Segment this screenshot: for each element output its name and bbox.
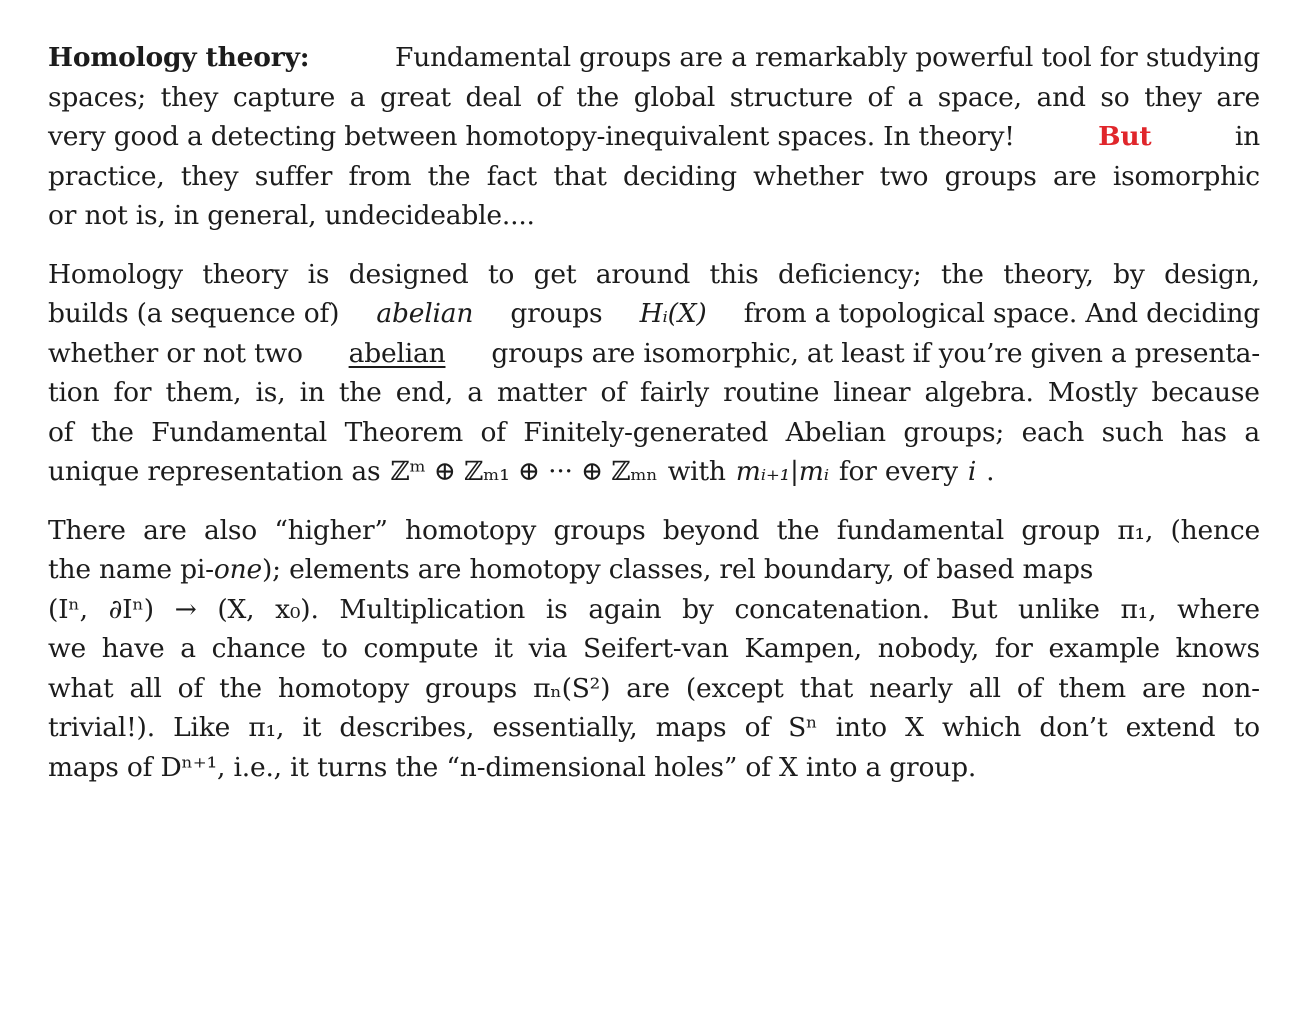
word: a: [1244, 416, 1260, 448]
word: they: [1144, 81, 1202, 113]
word: groups: [553, 514, 646, 546]
word: ∂Iⁿ): [108, 593, 154, 625]
word: via: [528, 633, 568, 664]
word: example: [1048, 633, 1160, 664]
text-line: [48, 78, 1260, 118]
word: the: [219, 672, 262, 704]
word: deficiency;: [777, 258, 922, 290]
word: π₁,: [1120, 593, 1157, 625]
word: unlike: [1018, 593, 1100, 625]
word: “higher”: [274, 514, 388, 546]
word: are: [143, 514, 187, 546]
section-heading: Homology theory:: [48, 42, 310, 73]
text-line: [48, 452, 1260, 492]
word: from: [348, 160, 412, 192]
word: of: [600, 377, 626, 408]
word: Theorem: [344, 416, 464, 448]
text-span: ); elements are homotopy classes, rel boundary, of based maps: [262, 554, 1094, 585]
word: deciding: [623, 160, 737, 192]
word: of: [867, 81, 893, 113]
word: Like: [173, 712, 231, 743]
word: extend: [1125, 712, 1216, 743]
word: is: [307, 258, 330, 290]
word: π₁,: [1117, 514, 1154, 546]
text-line: [48, 708, 1260, 748]
word: theory: [202, 258, 289, 290]
text-line: maps of Dⁿ⁺¹, i.e., it turns the “n-dimensional holes” of X into a group.: [48, 751, 977, 783]
text-span: very good a detecting between homotopy-inequivalent spaces. In theory!: [48, 121, 1015, 152]
word: a: [349, 81, 366, 113]
word: theory,: [1003, 258, 1094, 290]
word: designed: [348, 258, 469, 290]
word: of: [744, 712, 770, 743]
word: that: [553, 160, 607, 192]
word: that: [799, 672, 854, 704]
word: fact: [486, 160, 538, 192]
word: deal: [465, 81, 522, 113]
word: concatenation.: [734, 593, 930, 625]
word: global: [633, 81, 716, 113]
paragraph-homology-intro: [48, 38, 1260, 236]
word: it: [302, 712, 322, 743]
word: compute: [363, 633, 479, 664]
word: capture: [232, 81, 336, 113]
word: structure: [729, 81, 853, 113]
word: linear: [833, 377, 911, 408]
word: don’t: [1039, 712, 1108, 743]
math-expression: i: [967, 456, 977, 487]
word: great: [380, 81, 451, 113]
word: to: [1233, 712, 1260, 743]
word: them,: [165, 377, 242, 408]
word: this: [709, 258, 759, 290]
word: by: [1113, 258, 1145, 290]
math-expression: Hᵢ(X): [639, 298, 707, 329]
math-expression: mᵢ₊₁|mᵢ: [735, 456, 829, 487]
text-line: [48, 550, 1260, 590]
word: of: [536, 81, 562, 113]
word: Homology: [48, 258, 183, 290]
word: suffer: [254, 160, 333, 192]
word: into: [835, 712, 887, 743]
word: Mostly: [1047, 377, 1138, 408]
word: trivial!).: [48, 712, 155, 743]
word: homotopy: [277, 672, 409, 704]
word: has: [1180, 416, 1227, 448]
word: for: [113, 377, 152, 408]
word: X: [905, 712, 924, 743]
word: which: [942, 712, 1022, 743]
word: groups;: [903, 416, 1005, 448]
word: There: [48, 514, 126, 546]
text-span: the name pi-: [48, 554, 214, 585]
text-span: [48, 550, 1093, 590]
text-span: unique representation as: [48, 456, 381, 487]
text-line: [48, 157, 1260, 197]
word: of: [48, 416, 74, 448]
word: around: [595, 258, 691, 290]
word: a: [467, 377, 483, 408]
text-line: [48, 38, 1260, 78]
word: a: [907, 81, 924, 113]
text-span: Fundamental groups are a remarkably powerful tool for studying: [395, 42, 1260, 73]
word: are: [1142, 672, 1186, 704]
word: routine: [723, 377, 820, 408]
word: of: [480, 416, 506, 448]
word: it: [494, 633, 513, 664]
text-span: builds (a sequence of): [48, 298, 340, 329]
word: such: [1101, 416, 1164, 448]
word: again: [588, 593, 662, 625]
word: →: [174, 593, 197, 625]
word: where: [1177, 593, 1260, 625]
word: (X,: [217, 593, 255, 625]
word: to: [321, 633, 348, 664]
word: are: [1052, 160, 1097, 192]
word: π₁,: [248, 712, 285, 743]
text-line: [48, 629, 1260, 669]
word: them: [1058, 672, 1126, 704]
word: they: [160, 81, 219, 113]
word: a: [180, 633, 196, 664]
text-line: [48, 413, 1260, 453]
word: describes,: [339, 712, 475, 743]
italic-word: one: [213, 554, 263, 585]
word: homotopy: [405, 514, 537, 546]
word: (Iⁿ,: [48, 593, 88, 625]
text-span: from a topological space. And deciding: [743, 298, 1260, 329]
word: all: [129, 672, 162, 704]
text-span: groups: [510, 298, 603, 329]
word: have: [101, 633, 165, 664]
word: all: [968, 672, 1001, 704]
word: beyond: [662, 514, 760, 546]
text-span: in: [1234, 121, 1260, 152]
word: also: [204, 514, 258, 546]
word: x₀).: [275, 593, 319, 625]
word: space,: [937, 81, 1022, 113]
underlined-word: abelian: [348, 337, 446, 369]
word: spaces;: [48, 81, 147, 113]
word: the: [940, 258, 984, 290]
word: practice,: [48, 160, 165, 192]
word: groups: [944, 160, 1037, 192]
word: they: [180, 160, 239, 192]
highlight-word: But: [1098, 121, 1152, 152]
text-line: [48, 255, 1260, 295]
word: is,: [255, 377, 286, 408]
word: because: [1151, 377, 1260, 408]
word: group: [1021, 514, 1100, 546]
word: (hence: [1170, 514, 1260, 546]
word: Kampen,: [744, 633, 862, 664]
word: nobody,: [877, 633, 980, 664]
word: algebra.: [924, 377, 1034, 408]
word: chance: [211, 633, 306, 664]
word: in: [299, 377, 325, 408]
word: two: [879, 160, 929, 192]
text-line: [48, 590, 1260, 630]
word: get: [533, 258, 577, 290]
word: are: [626, 672, 670, 704]
text-line: [48, 334, 1260, 374]
word: the: [576, 81, 620, 113]
word: matter: [496, 377, 587, 408]
text-span: for every: [838, 456, 958, 487]
word: Seifert-van: [583, 633, 729, 664]
word: fairly: [640, 377, 709, 408]
text-line: or not is, in general, undecideable....: [48, 200, 535, 231]
word: maps: [655, 712, 727, 743]
word: what: [48, 672, 114, 704]
word: to: [487, 258, 515, 290]
text-span: with: [667, 456, 726, 487]
word: nearly: [869, 672, 953, 704]
word: is: [545, 593, 568, 625]
word: groups: [425, 672, 518, 704]
word: essentially,: [492, 712, 638, 743]
word: of: [177, 672, 204, 704]
word: by: [682, 593, 714, 625]
math-expression: ℤᵐ ⊕ ℤₘ₁ ⊕ ··· ⊕ ℤₘₙ: [390, 456, 658, 487]
word: isomorphic: [1112, 160, 1260, 192]
italic-word: abelian: [376, 298, 474, 329]
word: non-: [1201, 672, 1260, 704]
text-line: [48, 669, 1260, 709]
paragraph-homology-design: [48, 255, 1260, 492]
word: Sⁿ: [788, 712, 818, 743]
word: the: [338, 377, 382, 408]
text-line: [48, 511, 1260, 551]
document-page: [48, 38, 1260, 806]
word: πₙ(S²): [533, 672, 611, 704]
word: Fundamental: [151, 416, 328, 448]
word: the: [427, 160, 471, 192]
text-span: .: [986, 456, 995, 487]
paragraph-higher-homotopy: [48, 511, 1260, 788]
word: (except: [685, 672, 784, 704]
word: But: [950, 593, 998, 625]
word: tion: [48, 377, 100, 408]
word: Abelian: [785, 416, 886, 448]
word: each: [1021, 416, 1085, 448]
word: for: [994, 633, 1033, 664]
word: the: [90, 416, 134, 448]
word: of: [1016, 672, 1043, 704]
word: whether: [753, 160, 864, 192]
word: end,: [395, 377, 454, 408]
word: knows: [1175, 633, 1260, 664]
word: Finitely-generated: [523, 416, 769, 448]
text-line: [48, 373, 1260, 413]
word: design,: [1164, 258, 1260, 290]
word: are: [1216, 81, 1260, 113]
word: Multiplication: [339, 593, 526, 625]
word: so: [1100, 81, 1130, 113]
text-span: groups are isomorphic, at least if you’re given a presenta-: [491, 337, 1260, 369]
text-line: [48, 117, 1260, 157]
word: and: [1036, 81, 1086, 113]
word: fundamental: [836, 514, 1005, 546]
text-span: whether or not two: [48, 337, 303, 369]
word: the: [776, 514, 820, 546]
word: we: [48, 633, 86, 664]
text-line: [48, 294, 1260, 334]
